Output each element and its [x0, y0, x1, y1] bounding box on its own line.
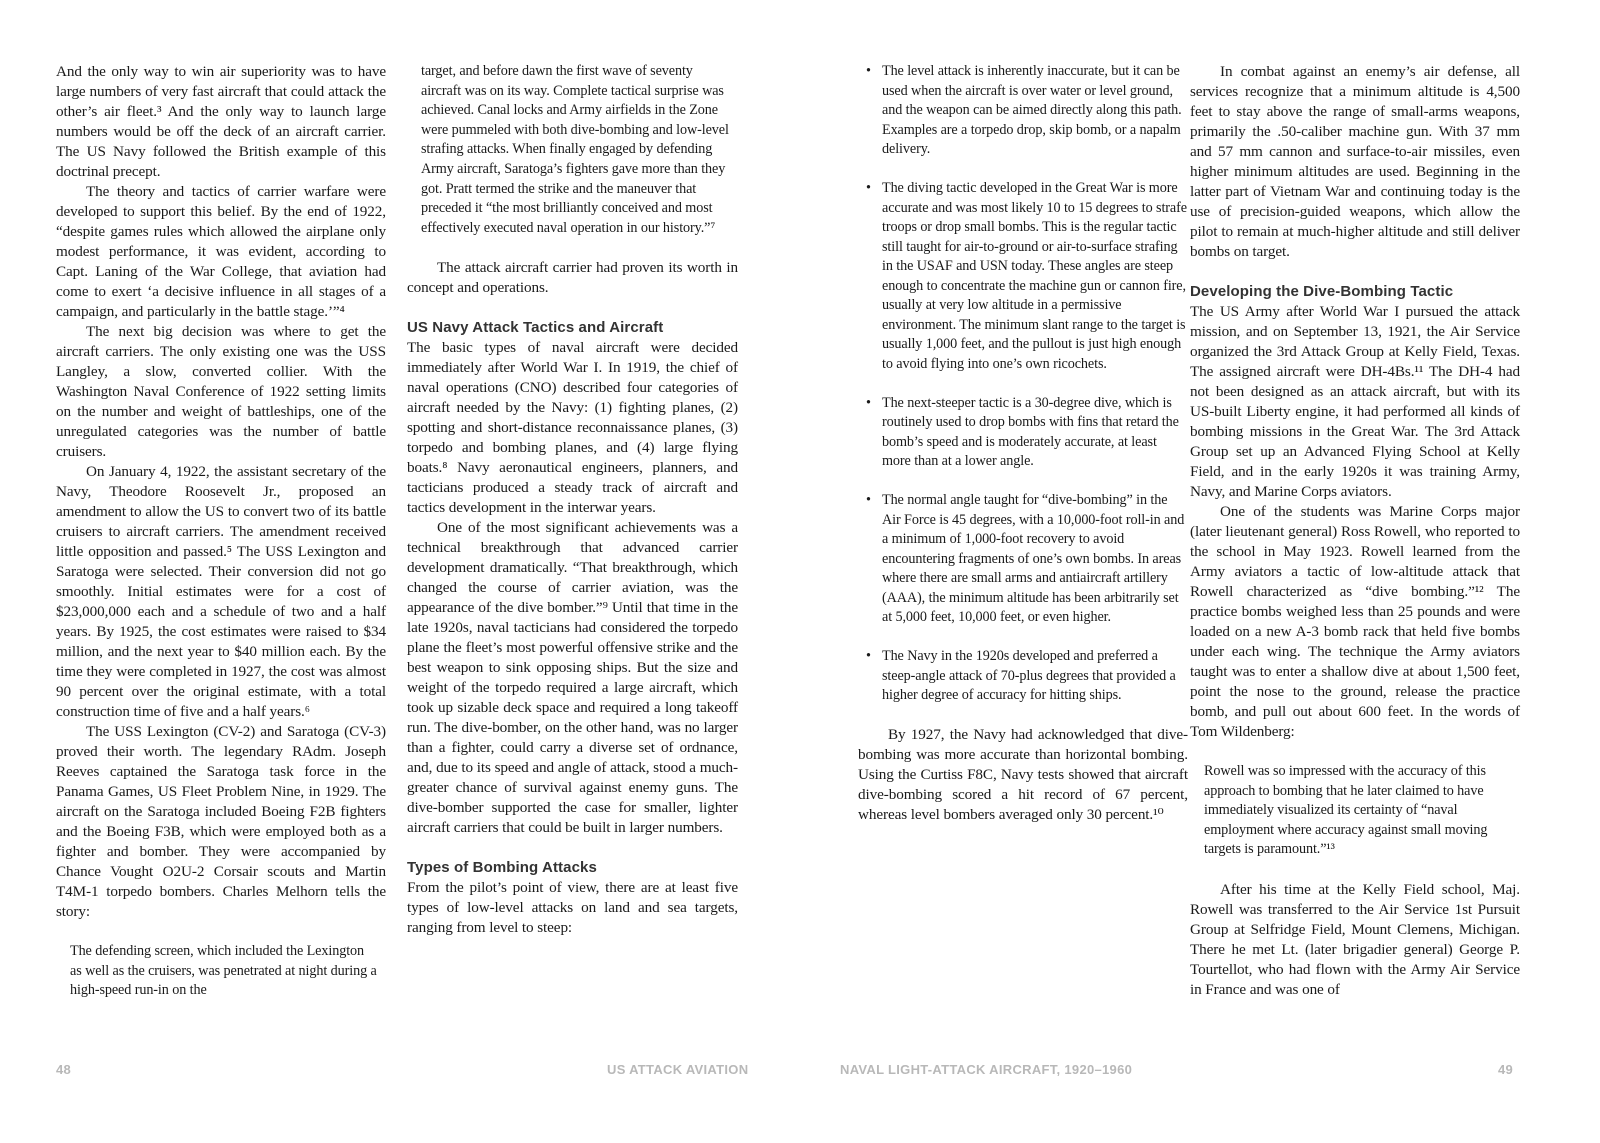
paragraph: From the pilot’s point of view, there are at least five types of low-level attacks on land and sea targets, ranging from level to steep:: [407, 879, 738, 937]
list-item: • The normal angle taught for “dive-bombing” in the Air Force is 45 degrees, with a 10,000-foot roll-in and a minimum of 1,000-foot recovery to avoid encountering fragments of one’s own bombs. In areas where there are small arms and antiaircraft artillery (AAA), the minimum altitude has been arbitrarily set at 5,000 feet, 10,000 feet, or even higher.: [866, 492, 1185, 625]
list-item: • The level attack is inherently inaccurate, but it can be used when the aircraft is over water or level ground, and the weapon can be aimed directly along this path. Examples are a torpedo drop, skip bomb, or a napalm delivery.: [866, 63, 1182, 157]
paragraph: The theory and tactics of carrier warfare were developed to support this belief. By the end of 1922, “despite games rules which allowed the airplane only modest performance, it was evident, according to Capt. Laning of the War College, that aviation had come to exert ‘a decisive influence in all stages of a campaign, and particularly in the battle stage.’”⁴: [56, 183, 386, 320]
paragraph: By 1927, the Navy had acknowledged that dive-bombing was more accurate than horizontal bombing. Using the Curtiss F8C, Navy tests showed that aircraft dive-bombing scored a hit record of 67 percent, whereas level bombers averaged only 30 percent.¹⁰: [858, 725, 1188, 823]
paragraph: On January 4, 1922, the assistant secretary of the Navy, Theodore Roosevelt Jr., proposed an amendment to allow the US to convert two of its battle cruisers to aircraft carriers. The amendment received little opposition and passed.⁵ The USS Lexington and Saratoga were selected. Their conversion did not go smoothly. Initial estimates were for a cost of $23,000,000 each and a schedule of two and a half years. By 1925, the cost estimates were raised to $34 million, and the next year to $40 million each. By the time they were completed in 1927, the cost was almost 90 percent over the original estimate, with a total construction time of five and a half years.⁶: [56, 463, 386, 720]
paragraph: One of the most significant achievements was a technical breakthrough that advanced carrier development dramatically. “That breakthrough, which changed the course of carrier aviation, was the appearance of the dive bomber.”⁹ Until that time in the late 1920s, naval tacticians had considered the torpedo plane the fleet’s most powerful offensive strike and the best weapon to sink opposing ships. But the size and weight of the torpedo required a large aircraft, which took up sizable deck space and required a long takeoff run. The dive-bomber, on the other hand, was no larger than a fighter, could carry a diverse set of ordnance, and, due to its speed and angle of attack, stood a much-greater chance of survival against enemy guns. The dive-bomber supported the case for smaller, lighter aircraft carriers that could be built in larger numbers.: [407, 519, 738, 837]
right-page-column-1: [858, 62, 1188, 825]
bullet-icon: •: [866, 492, 871, 508]
page-number-right: 49: [1498, 1062, 1514, 1077]
list-item: • The diving tactic developed in the Great War is more accurate and was most likely 10 to 15 degrees to strafe troops or drop small bombs. This is the regular tactic still taught for air-to-ground or air-to-surface strafing in the USAF and USN today. These angles are steep enough to concentrate the machine gun or cannon fire, usually at very low altitude in a permissive environment. The minimum slant range to the target is usually 1,000 feet, and the pullout is just high enough to avoid flying into one’s own ricochets.: [866, 180, 1187, 372]
block-quote: Rowell was so impressed with the accuracy of this approach to bombing that he later claimed to have immediately visualized its certainty of “naval employment where accuracy against small moving targets is paramount.”¹³: [1204, 763, 1488, 858]
bullet-icon: •: [866, 648, 871, 664]
paragraph: After his time at the Kelly Field school, Maj. Rowell was transferred to the Air Service 1st Pursuit Group at Selfridge Field, Mount Clemens, Michigan. There he met Lt. (later brigadier general) George P. Tourtellot, who had flown with the Army Air Service in France and was one of: [1190, 880, 1520, 998]
bullet-icon: •: [866, 394, 871, 411]
block-quote-continuation: target, and before dawn the first wave of seventy aircraft was on its way. Complete tactical surprise was achieved. Canal locks and Army airfields in the Zone were pummeled with both dive-bombing and low-level strafing attacks. When finally engaged by defending Army aircraft, Saratoga’s fighters gave more than they got. Pratt termed the strike and the maneuver that preceded it “the most brilliantly conceived and most effectively executed naval operation in our history.”⁷: [421, 63, 729, 236]
left-page-column-1: [56, 62, 386, 1001]
running-footer-right: NAVAL LIGHT-ATTACK AIRCRAFT, 1920–1960: [840, 1062, 1133, 1077]
paragraph: The basic types of naval aircraft were decided immediately after World War I. In 1919, the chief of naval operations (CNO) described four categories of aircraft needed by the Navy: (1) fighting planes, (2) spotting and short-distance reconnaissance planes, (3) torpedo and bombing planes, and (4) large flying boats.⁸ Navy aeronautical engineers, planners, and tacticians produced a steady track of aircraft and tactics development in the interwar years.: [407, 339, 738, 517]
bullet-icon: •: [866, 63, 871, 79]
right-page-column-2: [1190, 62, 1520, 1000]
page-number-left: 48: [56, 1062, 72, 1077]
paragraph: The US Army after World War I pursued the attack mission, and on September 13, 1921, the Air Service organized the 3rd Attack Group at Kelly Field, Texas. The assigned aircraft were DH-4Bs.¹¹ The DH-4 had not been designed as an attack aircraft, but with its US-built Liberty engine, it had performed all kinds of bombing missions in the Great War. The 3rd Attack Group set up an Advanced Flying School at Kelly Field, and in the early 1920s it was training Army, Navy, and Marine Corps aviators.: [1190, 303, 1520, 500]
paragraph: The attack aircraft carrier had proven its worth in concept and operations.: [407, 259, 738, 297]
paragraph: One of the students was Marine Corps major (later lieutenant general) Ross Rowell, who reported to the school in May 1923. Rowell learned from the Army aviators a tactic of low-altitude attack that Rowell characterized as “dive bombing.”¹² The practice bombs weighed less than 25 pounds and were loaded on a new A-3 bomb rack that held five bombs under each wing. The technique the Army aviators taught was to enter a shallow dive at about 1,500 feet, point the nose to the ground, release the practice bomb, and pull out about 600 feet. In the words of Tom Wildenberg:: [1190, 503, 1520, 740]
left-page-column-2: [407, 62, 738, 938]
section-heading: Developing the Dive-Bombing Tactic: [1190, 283, 1454, 300]
paragraph: The USS Lexington (CV-2) and Saratoga (CV-3) proved their worth. The legendary RAdm. Joseph Reeves captained the Saratoga task force in the Panama Games, US Fleet Problem Nine, in 1929. The aircraft on the Saratoga included Boeing F2B fighters and the Boeing F3B, which were employed both as a fighter and bomber. They were accompanied by Chance Vought O2U-2 Corsair scouts and Martin T4M-1 torpedo bombers. Charles Melhorn tells the story:: [56, 723, 386, 920]
running-footer-left: US ATTACK AVIATION: [607, 1062, 749, 1077]
list-item: • The Navy in the 1920s developed and preferred a steep-angle attack of 70-plus degrees that provided a higher degree of accuracy for hitting ships.: [866, 648, 1176, 703]
paragraph: The next big decision was where to get the aircraft carriers. The only existing one was the USS Langley, a slow, converted collier. With the Washington Naval Conference of 1922 setting limits on the number and weight of battleships, one of the unregulated categories was the number of battle cruisers.: [56, 323, 386, 460]
list-item: • The next-steeper tactic is a 30-degree dive, which is routinely used to drop bombs with fins that retard the bomb’s speed and is moderately accurate, at least more than at a lower angle.: [866, 394, 1179, 469]
paragraph: And the only way to win air superiority was to have large numbers of very fast aircraft that could attack the other’s air fleet.³ And the only way to launch large numbers would be off the deck of an aircraft carrier. The US Navy followed the British example of this doctrinal precept.: [56, 63, 386, 180]
bullet-icon: •: [866, 180, 871, 196]
bombing-types-list: [858, 62, 1188, 706]
section-heading: US Navy Attack Tactics and Aircraft: [407, 319, 664, 337]
paragraph: In combat against an enemy’s air defense, all services recognize that a minimum altitude is 4,500 feet to stay above the range of small-arms weapons, primarily the .50-caliber machine gun. With 37 mm and 57 mm cannon and surface-to-air missiles, even higher minimum altitudes are used. Beginning in the latter part of Vietnam War and continuing today is the use of precision-guided weapons, which allow the pilot to remain at much-higher altitude and still deliver bombs on target.: [1190, 63, 1520, 260]
block-quote: The defending screen, which included the Lexington as well as the cruisers, was penetrated at night during a high-speed run-in on the: [70, 943, 377, 999]
section-heading: Types of Bombing Attacks: [407, 859, 597, 877]
